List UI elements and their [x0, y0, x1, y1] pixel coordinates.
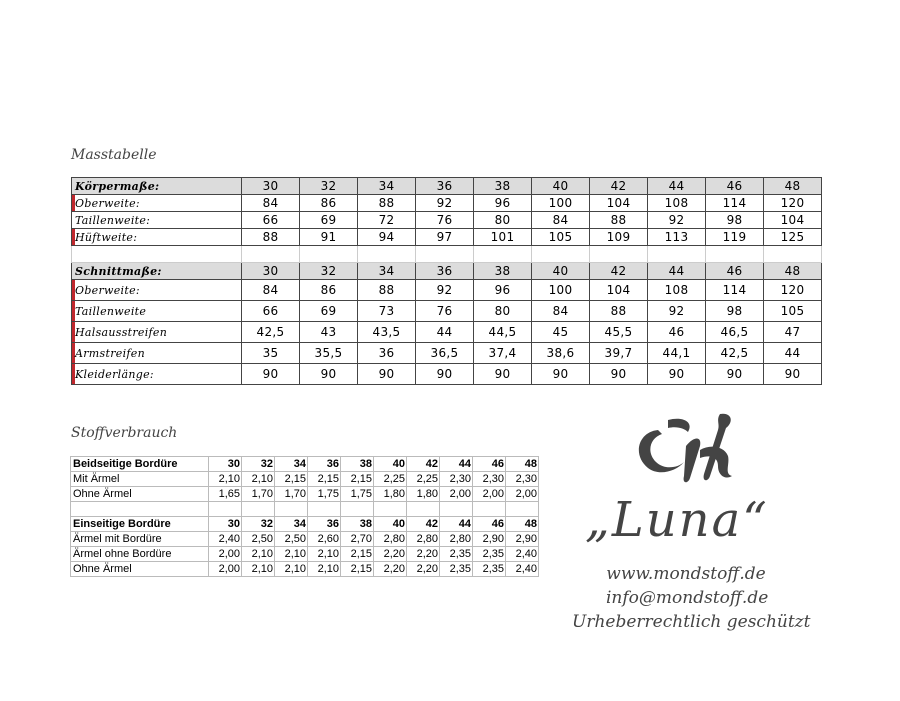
measure-row — [72, 322, 822, 343]
size-header-cell: 44 — [648, 263, 706, 280]
measure-value: 104 — [764, 212, 822, 229]
fabric-value: 2,00 — [440, 487, 473, 502]
fabric-value: 2,60 — [308, 532, 341, 547]
fabric-value: 2,80 — [440, 532, 473, 547]
brand-name: „Luna“ — [585, 492, 769, 548]
measure-row — [72, 343, 822, 364]
fabric-value: 2,70 — [341, 532, 374, 547]
fabric-value: 2,80 — [407, 532, 440, 547]
spacer-cell — [242, 246, 300, 263]
measure-value: 69 — [300, 212, 358, 229]
copyright-notice: Urheberrechtlich geschützt — [572, 612, 811, 632]
spacer-cell — [341, 502, 374, 517]
measure-value: 90 — [300, 364, 358, 385]
spacer-cell — [407, 502, 440, 517]
spacer-cell — [358, 246, 416, 263]
measure-value: 90 — [590, 364, 648, 385]
fabric-size-cell: 44 — [440, 457, 473, 472]
spacer-cell — [648, 246, 706, 263]
measure-value: 36 — [358, 343, 416, 364]
measure-value: 76 — [416, 212, 474, 229]
fabric-label: Ohne Ärmel — [71, 487, 209, 502]
spacer-cell — [72, 246, 242, 263]
fabric-section-header: Beidseitige Bordüre — [71, 457, 209, 472]
size-header-cell: 36 — [416, 263, 474, 280]
measure-row — [72, 364, 822, 385]
measure-value: 92 — [648, 301, 706, 322]
size-header-row — [72, 263, 822, 280]
fabric-usage-table — [70, 456, 539, 577]
fabric-value: 2,80 — [374, 532, 407, 547]
measure-value: 35 — [242, 343, 300, 364]
measure-row — [72, 280, 822, 301]
fabric-value: 2,20 — [407, 547, 440, 562]
section-header: Körpermaße: — [72, 178, 242, 195]
spacer-cell — [275, 502, 308, 517]
fabric-value: 2,20 — [407, 562, 440, 577]
measure-value: 104 — [590, 195, 648, 212]
measure-label: Armstreifen — [72, 343, 242, 364]
measure-value: 43 — [300, 322, 358, 343]
measure-value: 35,5 — [300, 343, 358, 364]
fabric-value: 2,40 — [209, 532, 242, 547]
measure-value: 76 — [416, 301, 474, 322]
measure-value: 69 — [300, 301, 358, 322]
measure-value: 84 — [242, 280, 300, 301]
fabric-value: 2,35 — [440, 547, 473, 562]
fabric-size-cell: 32 — [242, 517, 275, 532]
measure-value: 90 — [764, 364, 822, 385]
fabric-value: 1,65 — [209, 487, 242, 502]
fabric-size-cell: 36 — [308, 517, 341, 532]
measure-value: 108 — [648, 280, 706, 301]
size-header-cell: 42 — [590, 178, 648, 195]
measure-value: 66 — [242, 301, 300, 322]
fabric-row — [71, 532, 539, 547]
measure-value: 114 — [706, 195, 764, 212]
fabric-size-cell: 46 — [473, 457, 506, 472]
measure-value: 44,1 — [648, 343, 706, 364]
measure-value: 88 — [590, 301, 648, 322]
measure-value: 98 — [706, 301, 764, 322]
fabric-value: 2,90 — [473, 532, 506, 547]
measure-value: 96 — [474, 280, 532, 301]
spacer-row — [71, 502, 539, 517]
measure-value: 84 — [532, 212, 590, 229]
fabric-value: 2,25 — [407, 472, 440, 487]
fabric-value: 2,35 — [473, 547, 506, 562]
fabric-size-cell: 42 — [407, 457, 440, 472]
fabric-value: 2,10 — [242, 562, 275, 577]
measure-label: Taillenweite: — [72, 212, 242, 229]
fabric-value: 2,30 — [506, 472, 539, 487]
fabric-size-cell: 30 — [209, 457, 242, 472]
measure-value: 113 — [648, 229, 706, 246]
spacer-row — [72, 246, 822, 263]
fabric-value: 1,80 — [407, 487, 440, 502]
measure-value: 92 — [416, 195, 474, 212]
fabric-value: 2,35 — [473, 562, 506, 577]
fabric-row — [71, 562, 539, 577]
measure-label: Oberweite: — [72, 195, 242, 212]
fabric-usage-title: Stoffverbrauch — [71, 425, 178, 441]
fabric-value: 2,00 — [209, 547, 242, 562]
measure-value: 88 — [358, 195, 416, 212]
spacer-cell — [300, 246, 358, 263]
fabric-value: 2,15 — [275, 472, 308, 487]
fabric-value: 1,75 — [308, 487, 341, 502]
fabric-value: 2,10 — [242, 472, 275, 487]
size-header-cell: 38 — [474, 263, 532, 280]
fabric-size-cell: 40 — [374, 457, 407, 472]
size-header-cell: 32 — [300, 178, 358, 195]
fabric-size-cell: 38 — [341, 517, 374, 532]
fabric-value: 2,10 — [308, 562, 341, 577]
measure-value: 108 — [648, 195, 706, 212]
measure-value: 90 — [358, 364, 416, 385]
measure-value: 119 — [706, 229, 764, 246]
fabric-value: 2,15 — [308, 472, 341, 487]
fabric-section-header: Einseitige Bordüre — [71, 517, 209, 532]
spacer-cell — [374, 502, 407, 517]
measure-value: 90 — [706, 364, 764, 385]
spacer-cell — [440, 502, 473, 517]
fabric-size-cell: 40 — [374, 517, 407, 532]
measure-value: 44 — [416, 322, 474, 343]
fabric-value: 1,80 — [374, 487, 407, 502]
measure-value: 100 — [532, 195, 590, 212]
measure-value: 42,5 — [242, 322, 300, 343]
measure-value: 120 — [764, 195, 822, 212]
fabric-value: 2,90 — [506, 532, 539, 547]
fabric-value: 1,70 — [242, 487, 275, 502]
fabric-value: 2,10 — [308, 547, 341, 562]
measure-value: 90 — [532, 364, 590, 385]
spacer-cell — [71, 502, 209, 517]
size-header-cell: 40 — [532, 178, 590, 195]
fabric-value: 2,10 — [209, 472, 242, 487]
fabric-value: 2,50 — [242, 532, 275, 547]
measure-value: 90 — [474, 364, 532, 385]
size-header-row — [72, 178, 822, 195]
fabric-label: Ohne Ärmel — [71, 562, 209, 577]
measure-value: 45,5 — [590, 322, 648, 343]
fabric-value: 1,75 — [341, 487, 374, 502]
measure-value: 46 — [648, 322, 706, 343]
measure-value: 104 — [590, 280, 648, 301]
spacer-cell — [416, 246, 474, 263]
fabric-value: 2,15 — [341, 547, 374, 562]
size-header-cell: 38 — [474, 178, 532, 195]
measure-value: 100 — [532, 280, 590, 301]
fabric-value: 2,40 — [506, 547, 539, 562]
spacer-cell — [590, 246, 648, 263]
fabric-size-cell: 32 — [242, 457, 275, 472]
measure-row — [72, 229, 822, 246]
size-header-cell: 34 — [358, 263, 416, 280]
fabric-value: 2,30 — [440, 472, 473, 487]
fabric-label: Ärmel mit Bordüre — [71, 532, 209, 547]
size-header-cell: 36 — [416, 178, 474, 195]
measure-value: 109 — [590, 229, 648, 246]
measure-value: 80 — [474, 301, 532, 322]
fabric-value: 2,10 — [242, 547, 275, 562]
spacer-cell — [474, 246, 532, 263]
measure-value: 88 — [590, 212, 648, 229]
size-header-cell: 46 — [706, 178, 764, 195]
website-link[interactable]: www.mondstoff.de — [606, 564, 766, 584]
measure-label: Kleiderlänge: — [72, 364, 242, 385]
size-header-cell: 48 — [764, 263, 822, 280]
fabric-header-row — [71, 517, 539, 532]
measure-label: Taillenweite — [72, 301, 242, 322]
measure-value: 84 — [242, 195, 300, 212]
size-header-cell: 48 — [764, 178, 822, 195]
measure-value: 44,5 — [474, 322, 532, 343]
measure-value: 91 — [300, 229, 358, 246]
spacer-cell — [242, 502, 275, 517]
measure-value: 90 — [242, 364, 300, 385]
fabric-row — [71, 472, 539, 487]
fabric-value: 2,20 — [374, 562, 407, 577]
measure-value: 66 — [242, 212, 300, 229]
spacer-cell — [473, 502, 506, 517]
fabric-value: 2,00 — [506, 487, 539, 502]
measure-value: 43,5 — [358, 322, 416, 343]
email-link[interactable]: info@mondstoff.de — [606, 588, 769, 608]
fabric-value: 2,25 — [374, 472, 407, 487]
measure-value: 88 — [242, 229, 300, 246]
measure-value: 44 — [764, 343, 822, 364]
measure-value: 101 — [474, 229, 532, 246]
fabric-size-cell: 42 — [407, 517, 440, 532]
measure-value: 92 — [648, 212, 706, 229]
measure-value: 73 — [358, 301, 416, 322]
fabric-size-cell: 30 — [209, 517, 242, 532]
fabric-value: 2,50 — [275, 532, 308, 547]
size-header-cell: 32 — [300, 263, 358, 280]
measure-value: 105 — [532, 229, 590, 246]
size-header-cell: 46 — [706, 263, 764, 280]
measure-value: 42,5 — [706, 343, 764, 364]
size-header-cell: 30 — [242, 178, 300, 195]
measure-value: 88 — [358, 280, 416, 301]
size-header-cell: 30 — [242, 263, 300, 280]
measure-value: 39,7 — [590, 343, 648, 364]
fabric-size-cell: 36 — [308, 457, 341, 472]
size-chart-title: Masstabelle — [71, 147, 157, 163]
measure-label: Hüftweite: — [72, 229, 242, 246]
measure-row — [72, 212, 822, 229]
size-header-cell: 42 — [590, 263, 648, 280]
measure-value: 36,5 — [416, 343, 474, 364]
spacer-cell — [764, 246, 822, 263]
fabric-row — [71, 487, 539, 502]
measure-value: 114 — [706, 280, 764, 301]
spacer-cell — [209, 502, 242, 517]
measure-value: 90 — [648, 364, 706, 385]
measure-value: 46,5 — [706, 322, 764, 343]
measure-value: 84 — [532, 301, 590, 322]
section-header: Schnittmaße: — [72, 263, 242, 280]
size-chart-table — [71, 177, 822, 385]
measure-row — [72, 195, 822, 212]
measure-value: 47 — [764, 322, 822, 343]
measure-value: 120 — [764, 280, 822, 301]
fabric-row — [71, 547, 539, 562]
fabric-size-cell: 48 — [506, 517, 539, 532]
measure-value: 72 — [358, 212, 416, 229]
mondstoff-logo — [628, 410, 748, 490]
fabric-size-cell: 48 — [506, 457, 539, 472]
measure-row — [72, 301, 822, 322]
fabric-header-row — [71, 457, 539, 472]
measure-value: 92 — [416, 280, 474, 301]
fabric-size-cell: 34 — [275, 457, 308, 472]
fabric-value: 2,15 — [341, 562, 374, 577]
fabric-value: 2,10 — [275, 547, 308, 562]
fabric-value: 2,30 — [473, 472, 506, 487]
measure-value: 105 — [764, 301, 822, 322]
spacer-cell — [308, 502, 341, 517]
measure-value: 98 — [706, 212, 764, 229]
fabric-value: 2,10 — [275, 562, 308, 577]
fabric-value: 2,35 — [440, 562, 473, 577]
fabric-size-cell: 38 — [341, 457, 374, 472]
measure-value: 38,6 — [532, 343, 590, 364]
fabric-value: 2,40 — [506, 562, 539, 577]
fabric-value: 2,20 — [374, 547, 407, 562]
size-header-cell: 34 — [358, 178, 416, 195]
fabric-size-cell: 44 — [440, 517, 473, 532]
measure-value: 86 — [300, 280, 358, 301]
fabric-value: 2,00 — [473, 487, 506, 502]
fabric-value: 1,70 — [275, 487, 308, 502]
measure-value: 97 — [416, 229, 474, 246]
measure-value: 96 — [474, 195, 532, 212]
size-header-cell: 40 — [532, 263, 590, 280]
measure-label: Oberweite: — [72, 280, 242, 301]
measure-value: 94 — [358, 229, 416, 246]
measure-label: Halsausstreifen — [72, 322, 242, 343]
spacer-cell — [706, 246, 764, 263]
fabric-label: Mit Ärmel — [71, 472, 209, 487]
measure-value: 125 — [764, 229, 822, 246]
spacer-cell — [532, 246, 590, 263]
spacer-cell — [506, 502, 539, 517]
measure-value: 80 — [474, 212, 532, 229]
fabric-value: 2,15 — [341, 472, 374, 487]
measure-value: 37,4 — [474, 343, 532, 364]
fabric-value: 2,00 — [209, 562, 242, 577]
measure-value: 90 — [416, 364, 474, 385]
fabric-size-cell: 46 — [473, 517, 506, 532]
measure-value: 86 — [300, 195, 358, 212]
size-header-cell: 44 — [648, 178, 706, 195]
fabric-size-cell: 34 — [275, 517, 308, 532]
measure-value: 45 — [532, 322, 590, 343]
fabric-label: Ärmel ohne Bordüre — [71, 547, 209, 562]
